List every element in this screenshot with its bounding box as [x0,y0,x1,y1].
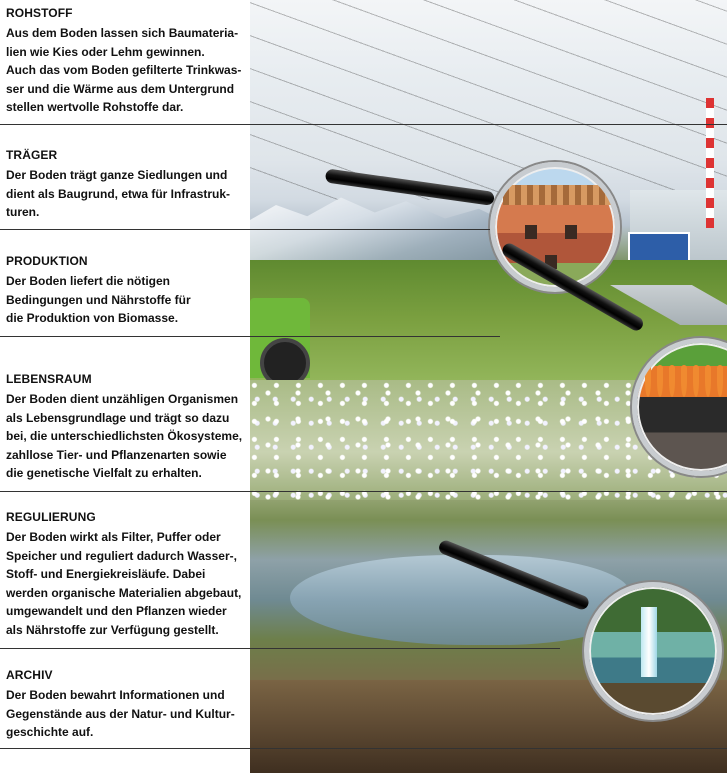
section-text: Der Boden dient unzähligen Organismen als Lebensgrundlage und trägt so dazu bei, die unterschiedlichsten Ökosysteme, zahllose Tier- und Pflanzenarten sowie die genetische Vielfalt zu erhalten. [6,392,243,481]
section-title: PRODUKTION [6,254,88,268]
divider-line [0,648,560,649]
carrot [717,365,723,397]
divider-line [0,124,727,125]
tractor [250,298,310,378]
section-text: Der Boden wirkt als Filter, Puffer oder Speicher und reguliert dadurch Wasser-, Stoff- und Energiekreisläufe. Dabei werden organische Materialien abgebaut, umgewandelt und den Pflanzen wieder als Nährstoffe zur Verfügung gestellt. [6,530,242,637]
section-regulierung [6,510,248,640]
divider-line [0,229,490,230]
carrot [657,365,663,397]
roof-frame [503,185,613,205]
section-text: Aus dem Boden lassen sich Baumateria- lien wie Kies oder Lehm gewinnen. Auch das vom Boden gefilterte Trinkwas- ser und die Wärme aus dem Untergrund stellen wertvolle Rohstoffe dar. [6,26,242,115]
section-title: TRÄGER [6,148,58,162]
magnifier-spring-lens [584,582,722,720]
section-title: REGULIERUNG [6,510,96,524]
section-text: Der Boden trägt ganze Siedlungen und dient als Baugrund, etwa für Infrastruk- turen. [6,168,231,220]
carrot [693,365,699,397]
divider-line [0,336,500,337]
divider-line [0,491,727,492]
section-title: ROHSTOFF [6,6,73,20]
carrot [705,365,711,397]
power-lines [250,0,727,200]
waterfall [641,607,657,677]
section-archiv [6,668,248,742]
carrot [669,365,675,397]
section-text: Der Boden liefert die nötigen Bedingungen und Nährstoffe für die Produktion von Biomasse. [6,274,191,326]
landscape-photo [250,0,727,773]
window [565,225,577,239]
carrot [645,365,651,397]
chimney [706,98,714,228]
section-title: ARCHIV [6,668,53,682]
section-produktion [6,254,248,328]
carrot [681,365,687,397]
section-traeger [6,148,248,222]
section-text: Der Boden bewahrt Informationen und Gegenstände aus der Natur- und Kultur- geschichte auf. [6,688,235,740]
section-rohstoff [6,6,248,117]
section-lebensraum [6,372,248,483]
text-column [0,0,250,773]
section-title: LEBENSRAUM [6,372,92,386]
window [525,225,537,239]
divider-line [0,748,727,749]
